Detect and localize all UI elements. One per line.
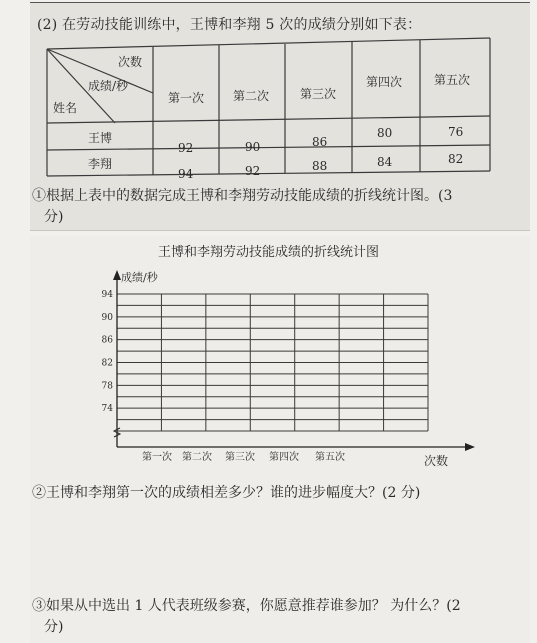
- table-cell: 92: [245, 164, 261, 178]
- question-intro: (2) 在劳动技能训练中，王博和李翔 5 次的成绩分别如下表：: [37, 17, 422, 33]
- chart-title: 王博和李翔劳动技能成绩的折线统计图: [157, 245, 379, 260]
- table-cell: 84: [377, 155, 393, 169]
- question-1-line-1: ①根据上表中的数据完成王博和李翔劳动技能成绩的折线统计图。(3: [32, 188, 453, 204]
- table-cell: 86: [312, 135, 328, 149]
- question-2: ②王博和李翔第一次的成绩相差多少？谁的进步幅度大？(2 分): [32, 485, 421, 501]
- table-cell: 94: [178, 167, 194, 181]
- table-header-xingming: 姓名: [53, 101, 78, 115]
- table-row-name-lixiang: 李翔: [88, 157, 113, 171]
- table-cell: 82: [448, 152, 464, 166]
- x-tick-label: 第一次: [142, 452, 172, 463]
- x-axis-label: 次数: [424, 454, 449, 468]
- table-cell: 92: [178, 141, 194, 155]
- question-3-line-2: 分): [44, 619, 64, 635]
- table-col-header-3: 第三次: [300, 87, 337, 101]
- table-cell: 80: [377, 126, 393, 140]
- question-3-line-1: ③如果从中选出 1 人代表班级参赛，你愿意推荐谁参加？ 为什么？(2: [32, 598, 461, 614]
- y-tick-label: 86: [101, 335, 113, 346]
- table-col-header-1: 第一次: [168, 91, 205, 105]
- x-tick-label: 第五次: [315, 452, 345, 463]
- table-cell: 88: [312, 159, 328, 173]
- table-header-chengji: 成绩/秒: [88, 79, 129, 93]
- y-tick-label: 94: [101, 290, 113, 300]
- x-axis-arrow: [465, 443, 475, 451]
- y-tick-label: 74: [101, 404, 113, 415]
- table-col-header-5: 第五次: [434, 73, 471, 87]
- y-tick-label: 82: [101, 358, 113, 369]
- y-tick-label: 90: [101, 312, 113, 323]
- y-axis-arrow: [113, 270, 121, 280]
- question-1-line-2: 分): [44, 209, 64, 225]
- table-cell: 90: [245, 140, 261, 154]
- question-3: [32, 596, 532, 638]
- table-col-header-4: 第四次: [366, 75, 403, 89]
- table-col-header-2: 第二次: [233, 89, 270, 103]
- table-cell: 76: [448, 125, 464, 139]
- y-axis-label: 成绩/秒: [121, 271, 158, 284]
- y-tick-label: 78: [101, 381, 113, 392]
- table-header-cishu: 次数: [118, 55, 143, 69]
- table-row-name-wangbo: 王博: [88, 131, 113, 145]
- x-tick-label: 第二次: [182, 452, 212, 463]
- x-tick-label: 第三次: [225, 452, 255, 463]
- x-tick-label: 第四次: [269, 452, 299, 463]
- axis-break-mark: [114, 428, 120, 437]
